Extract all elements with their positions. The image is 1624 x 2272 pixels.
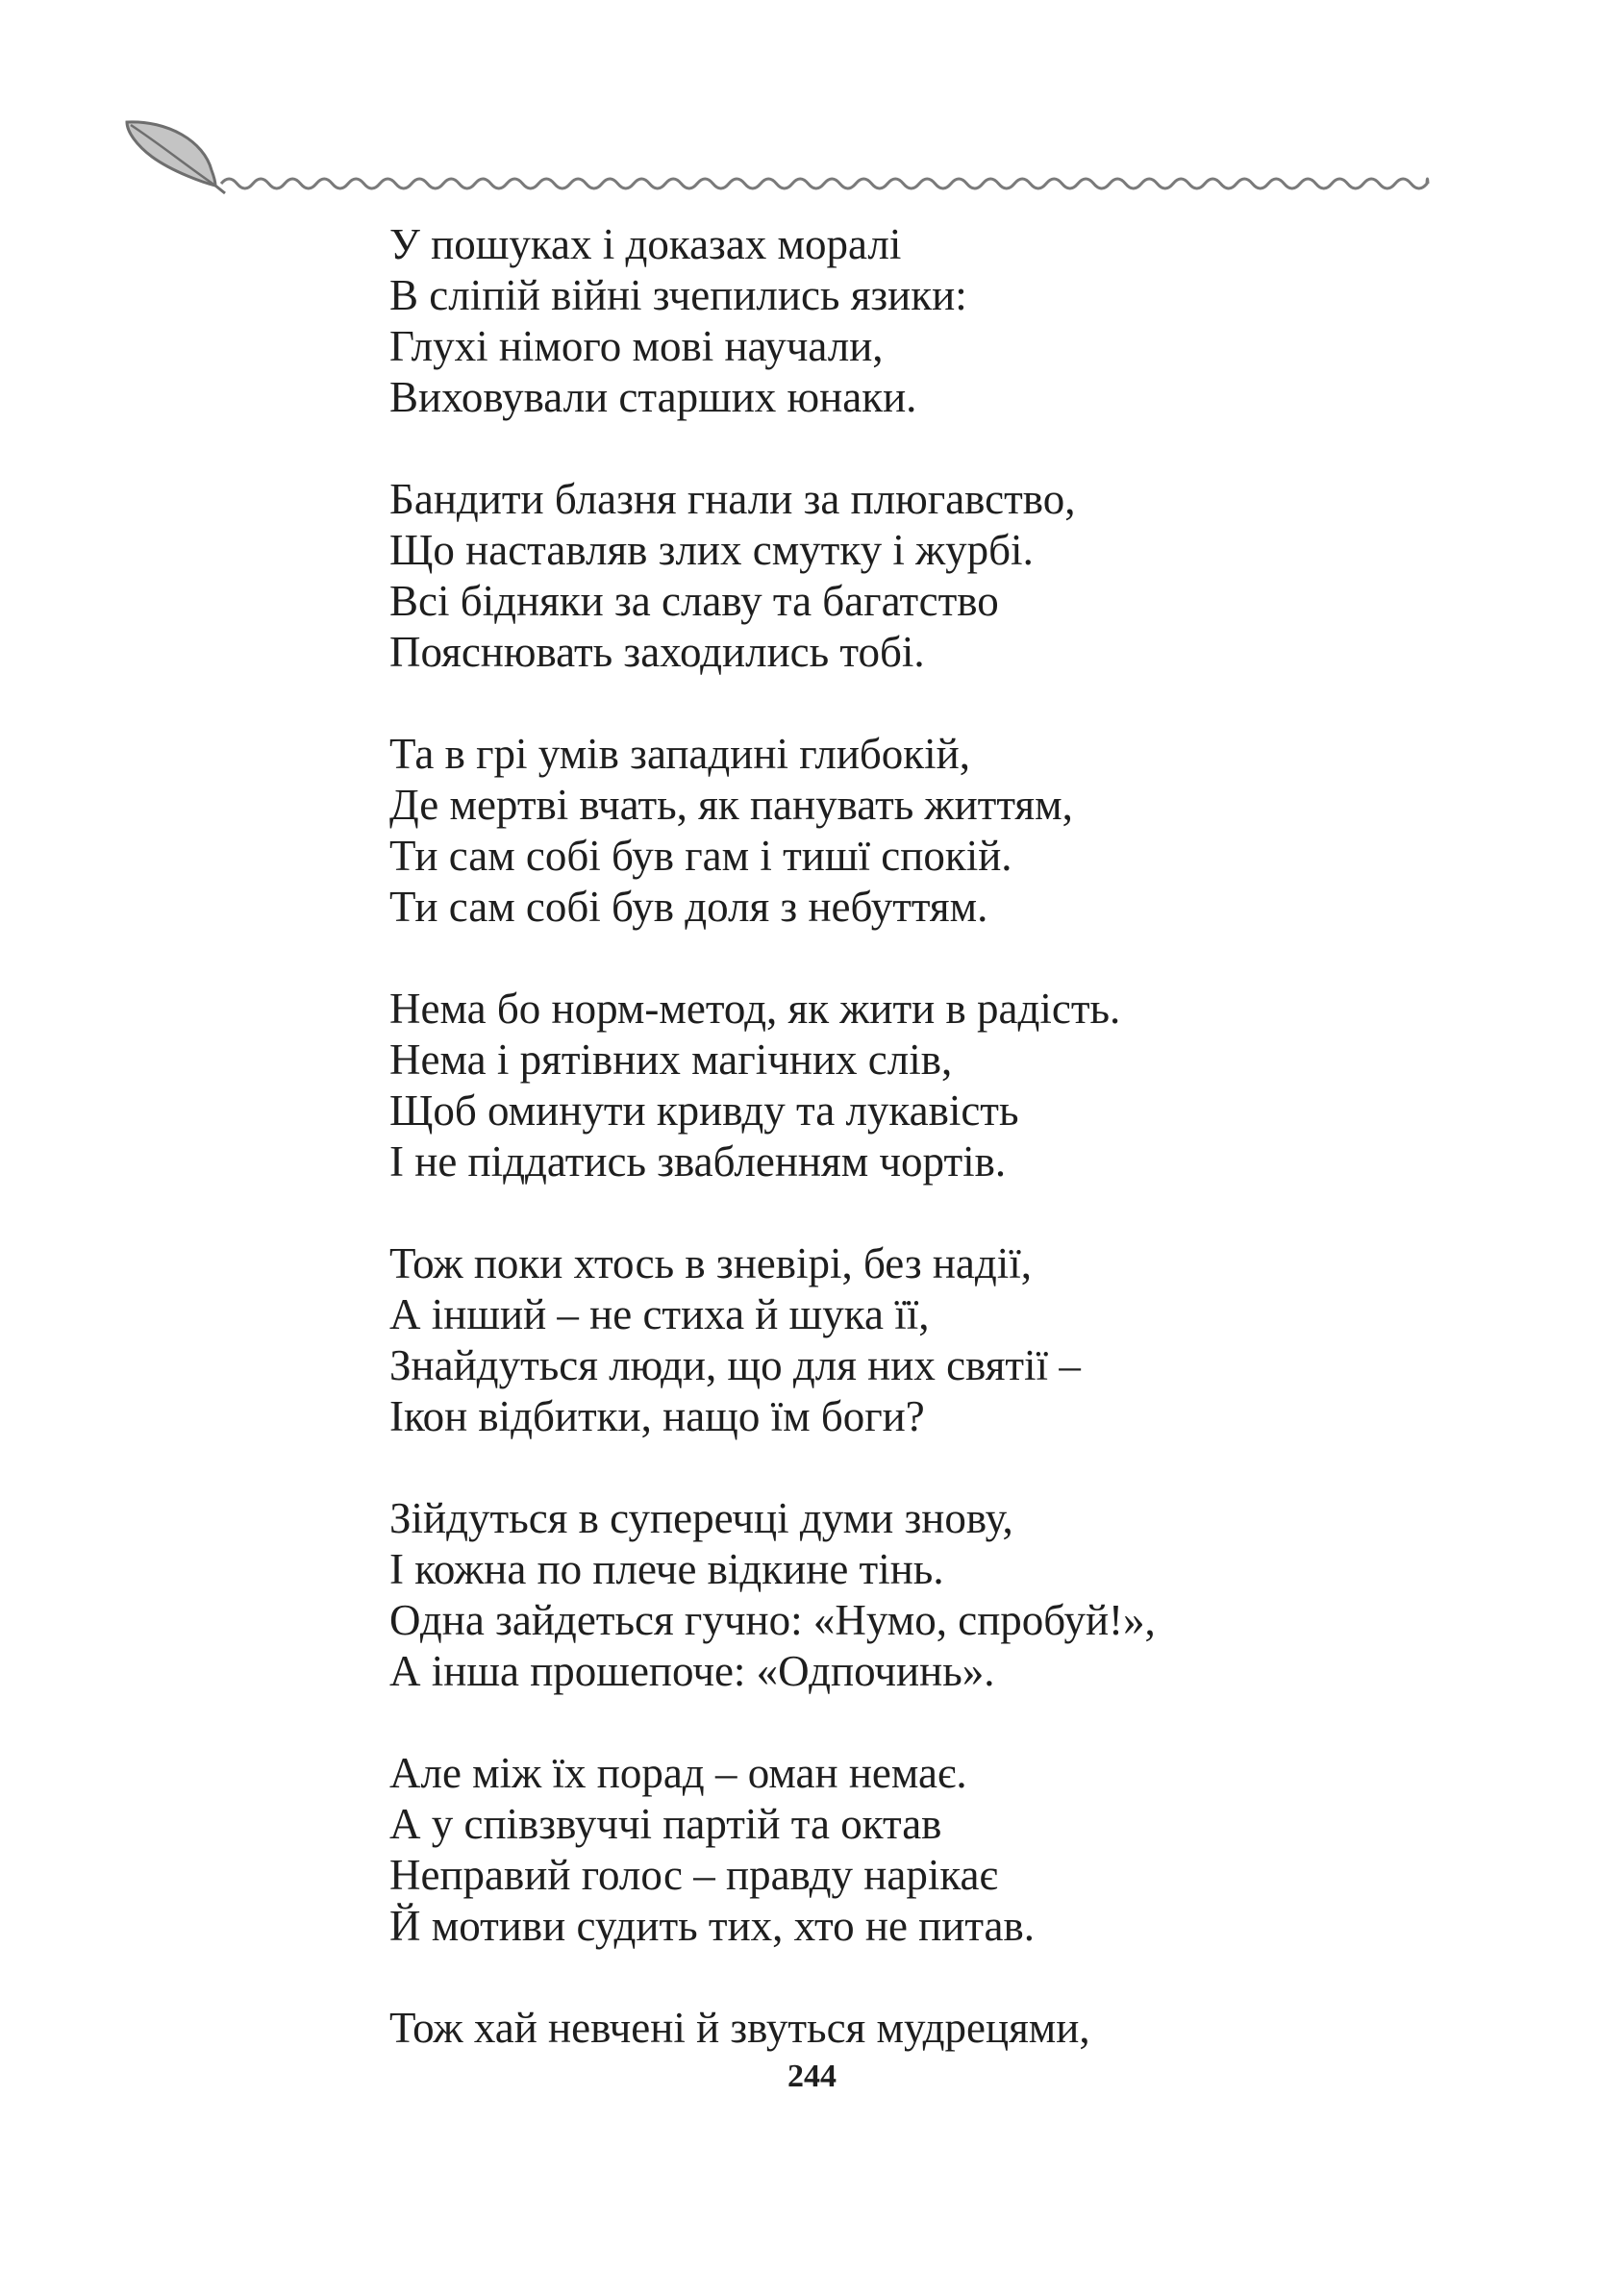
poem-body	[389, 219, 1543, 2105]
wavy-divider-line	[221, 179, 1428, 188]
poem-line: Бандити блазня гнали за плюгавство,	[389, 475, 1076, 523]
stanza	[389, 1493, 1543, 1697]
poem-line: Й мотиви судить тих, хто не питав.	[389, 1902, 1036, 1950]
poem-line: Зійдуться в суперечці думи знову,	[389, 1494, 1013, 1542]
poem-line: Нема і рятівних магічних слів,	[389, 1036, 953, 1084]
poem-line: Виховували старших юнаки.	[389, 373, 917, 421]
poem-line: А інша прошепоче: «Одпочинь».	[389, 1647, 995, 1695]
stanza	[389, 2003, 1543, 2054]
stanza	[389, 1238, 1543, 1442]
stanza	[389, 219, 1543, 423]
poem-line: У пошуках і доказах моралі	[389, 220, 902, 268]
poem-line: А у співзвуччі партій та октав	[389, 1800, 942, 1848]
poem-line: Тож поки хтось в зневірі, без надії,	[389, 1239, 1033, 1287]
poem-line: І не піддатись звабленням чортів.	[389, 1137, 1007, 1186]
poem-line: Ти сам собі був доля з небуттям.	[389, 883, 988, 931]
poem-line: А інший – не стиха й шука її,	[389, 1290, 930, 1338]
poem-line: Ікон відбитки, нащо їм боги?	[389, 1392, 925, 1440]
poem-line: Та в грі умів западині глибокій,	[389, 730, 971, 778]
stanza	[389, 1748, 1543, 1952]
stanza	[389, 474, 1543, 678]
poem-line: В сліпій війні зчепились язики:	[389, 271, 967, 319]
feather-quill-icon	[127, 122, 225, 193]
poem-line: Ти сам собі був гам і тишї спокій.	[389, 832, 1012, 880]
poem-line: Всі бідняки за славу та багатство	[389, 577, 999, 625]
poem-line: Щоб оминути кривду та лукавість	[389, 1086, 1019, 1135]
feather-wave-ornament	[115, 111, 1433, 197]
poem-line: Де мертві вчать, як панувать життям,	[389, 781, 1073, 829]
poem-line: Знайдуться люди, що для них святії –	[389, 1341, 1081, 1389]
page-number: 244	[787, 2059, 837, 2094]
poem-line: Тож хай невчені й звуться мудрецями,	[389, 2004, 1090, 2052]
poem-line: Одна зайдеться гучно: «Нумо, спробуй!»,	[389, 1596, 1156, 1644]
poem-line: Глухі німого мові научали,	[389, 322, 884, 370]
poem-line: І кожна по плече відкине тінь.	[389, 1545, 944, 1593]
poem-line: Нема бо норм-метод, як жити в радість.	[389, 985, 1121, 1033]
stanza	[389, 729, 1543, 933]
poem-line: Неправий голос – правду нарікає	[389, 1851, 998, 1899]
poem-line: Що наставляв злих смутку і журбі.	[389, 526, 1034, 574]
stanza	[389, 984, 1543, 1187]
poem-line: Але між їх порад – оман немає.	[389, 1749, 967, 1797]
poem-line: Пояснювать заходились тобі.	[389, 628, 925, 676]
